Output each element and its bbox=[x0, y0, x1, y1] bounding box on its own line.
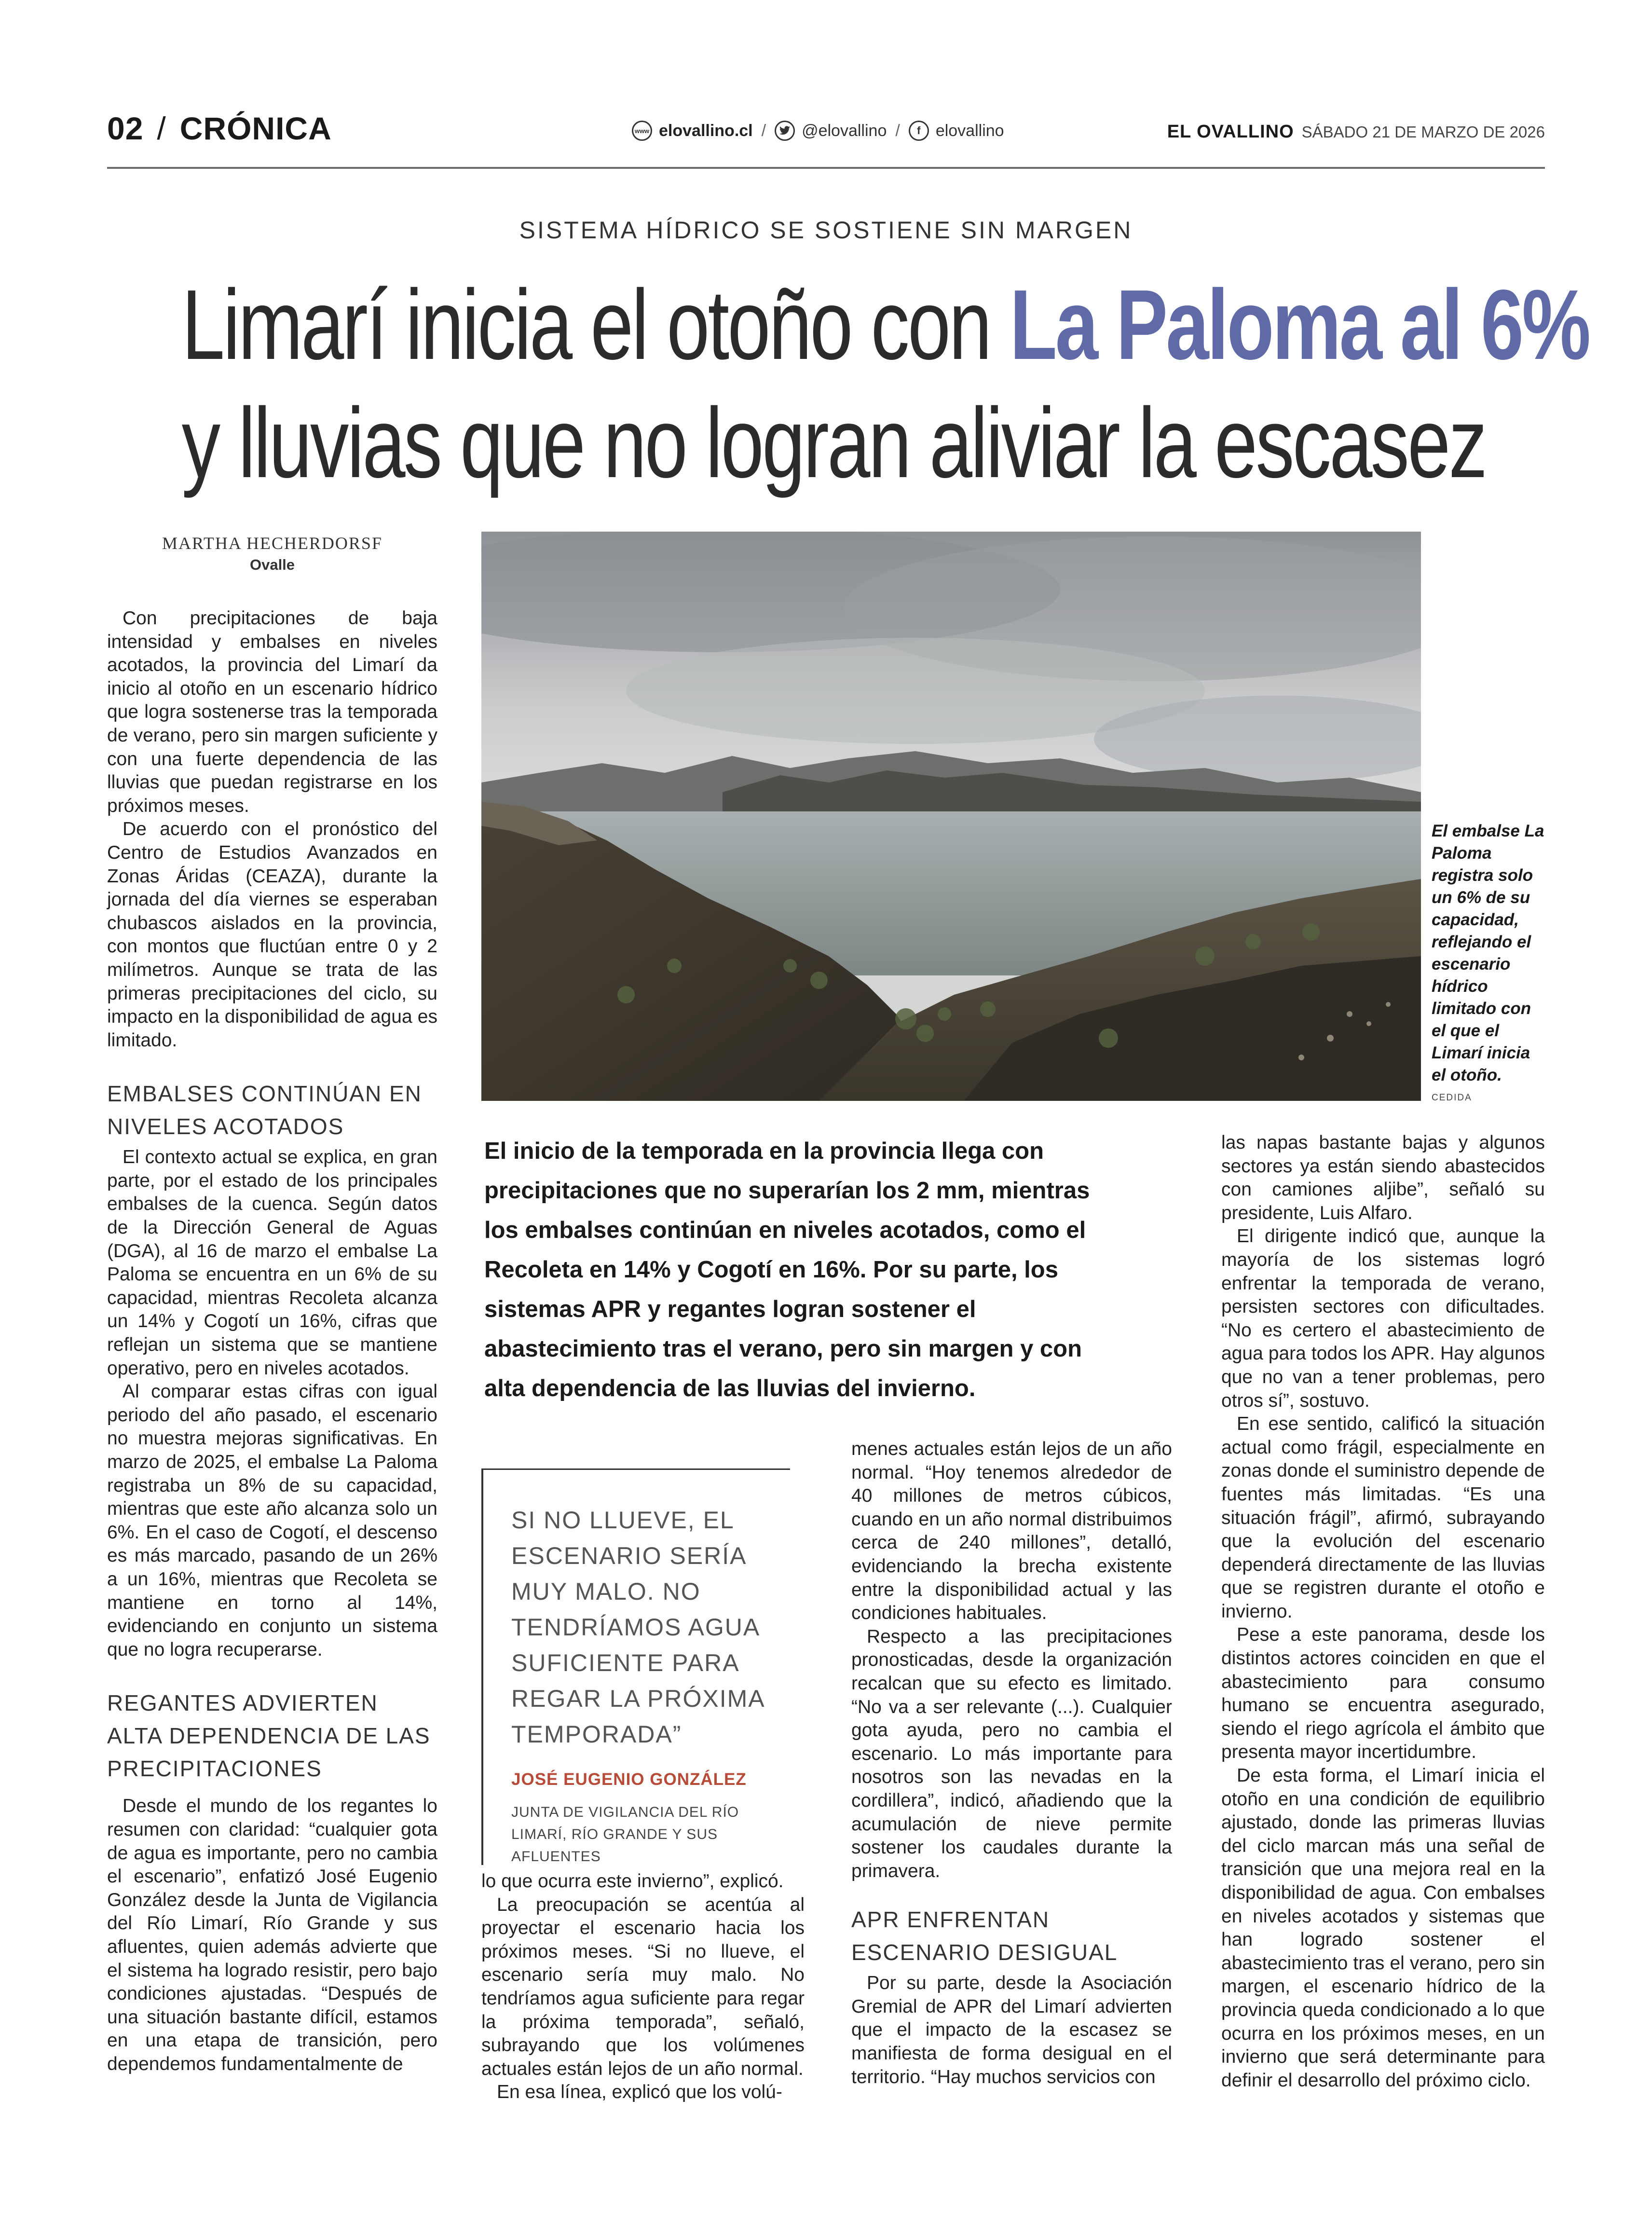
article-column-1 bbox=[107, 607, 437, 2076]
divider: / bbox=[895, 121, 900, 140]
paragraph: El contexto actual se explica, en gran parte, por el estado de los principales embalses de la cuenca. Según datos de la Dirección General de Aguas (DGA), al 16 de marzo el embalse La Paloma se encuentra en un 6% de su capacidad, mientras Recoleta alcanza un 14% y Cogotí un 16%, cifras que reflejan un sistema que se mantiene operativo, pero en niveles acotados. bbox=[107, 1147, 437, 1379]
masthead-info bbox=[1167, 122, 1545, 142]
twitter-handle[interactable]: @elovallino bbox=[802, 121, 887, 140]
facebook-handle[interactable]: elovallino bbox=[935, 121, 1004, 140]
section-label bbox=[107, 110, 332, 147]
quote-author: JOSÉ EUGENIO GONZÁLEZ bbox=[511, 1770, 747, 1789]
paragraph: Al comparar estas cifras con igual periodo del año pasado, el escenario no muestra mejoras significativas. En marzo de 2025, el embalse La Paloma registraba un 8% de su capacidad, mientras que este año alcanza solo un 6%. En el caso de Cogotí, el descenso es más marcado, pasando de un 26% a un 16%, mientras que Recoleta se mantiene en torno al 14%, evidenciando en conjunto un sistema que no logra recuperarse. bbox=[107, 1381, 437, 1660]
quote-text: SI NO LLUEVE, EL ESCENARIO SERÍA MUY MALO. NO TENDRÍAMOS AGUA SUFICIENTE PARA REGAR LA PRÓXIMA TEMPORADA” bbox=[511, 1507, 764, 1748]
article-column-4 bbox=[1221, 1131, 1545, 2092]
photo-caption: El embalse La Paloma registra solo un 6% de su capacidad, reflejando el escenario hídrico limitado con el que el Limarí inicia el otoño. bbox=[1432, 822, 1544, 1084]
subheading: EMBALSES CONTINÚAN EN NIVELES ACOTADOS bbox=[107, 1081, 422, 1139]
paragraph: En ese sentido, calificó la situación actual como frágil, especialmente en zonas donde el suministro depende de fuentes más limitadas. “Es una situación frágil”, afirmó, subrayando que la evolución del escenario dependerá directamente de las lluvias que se registren durante el otoño e invierno. bbox=[1221, 1413, 1545, 1622]
headline-accent: La Paloma al 6% bbox=[1010, 269, 1589, 380]
header-rule bbox=[107, 167, 1545, 169]
www-globe-icon: www bbox=[632, 121, 652, 141]
slash-divider: / bbox=[157, 110, 166, 146]
quote-border bbox=[481, 1468, 790, 1470]
brand-name: EL OVALLINO bbox=[1167, 122, 1294, 142]
headline-text: Limarí inicia el otoño con bbox=[181, 269, 1010, 380]
website-link[interactable]: elovallino.cl bbox=[659, 121, 753, 140]
paragraph: menes actuales están lejos de un año normal. “Hoy tenemos alrededor de 40 millones de metros cúbicos, cuando en un año normal distribuimos cerca de 240 millones”, detalló, evidenciando la brecha existente entre la disponibilidad actual y las condiciones habituales. bbox=[851, 1439, 1172, 1624]
paragraph: Por su parte, desde la Asociación Gremial de APR del Limarí advierten que el impacto de la escasez se manifiesta de forma desigual en el territorio. “Hay muchos servicios con bbox=[851, 1973, 1172, 2087]
paragraph: De esta forma, el Limarí inicia el otoño en una condición de equilibrio ajustado, donde las primeras lluvias del ciclo marcan más una señal de transición que una mejora real en la disponibilidad de agua. Con embalses en niveles acotados y sistemas que han logrado sostener el abastecimiento tras el verano, pero sin margen, el escenario hídrico de la provincia queda condicionado a lo que ocurra en los próximos meses, en un invierno que será determinante para definir el desarrollo del próximo ciclo. bbox=[1221, 1765, 1545, 2091]
paragraph: Pese a este panorama, desde los distintos actores coinciden en que el abastecimiento para consumo humano se encuentra asegurado, siendo el riego agrícola el ámbito que presenta mayor incertidumbre. bbox=[1221, 1624, 1545, 1763]
dateline-location: Ovalle bbox=[249, 556, 295, 573]
headline-line-2: y lluvias que no logran aliviar la escasez bbox=[181, 387, 1486, 498]
paragraph: La preocupación se acentúa al proyectar el escenario hacia los próximos meses. “Si no llueve, el escenario sería muy malo. No tendríamos agua suficiente para regar la próxima temporada”, señaló, subrayando que los volúmenes actuales están lejos de un año normal. bbox=[481, 1894, 805, 2079]
paragraph: De acuerdo con el pronóstico del Centro de Estudios Avanzados en Zonas Áridas (CEAZA), durante la jornada del día viernes se esperaban chubascos aislados en la provincia, con montos que fluctúan entre 0 y 2 milímetros. Aunque se trata de las primeras precipitaciones del ciclo, su impacto en la disponibilidad de agua es limitado. bbox=[107, 819, 437, 1051]
paragraph: En esa línea, explicó que los volú- bbox=[497, 2082, 782, 2103]
reservoir-photo bbox=[481, 532, 1421, 1101]
page-number: 02 bbox=[107, 110, 144, 146]
facebook-icon: f bbox=[909, 121, 929, 141]
photo-credit: CEDIDA bbox=[1432, 1093, 1472, 1103]
headline-line-1 bbox=[181, 269, 1589, 380]
section-name: CRÓNICA bbox=[179, 110, 332, 146]
quote-border bbox=[481, 1468, 483, 1865]
paragraph: Con precipitaciones de baja intensidad y embalses en niveles acotados, la provincia del Limarí da inicio al otoño en un escenario hídrico que logra sostenerse tras la temporada de verano, pero sin margen suficiente y con una fuerte dependencia de las lluvias que puedan registrarse en los próximos meses. bbox=[107, 608, 437, 816]
subheading: APR ENFRENTAN ESCENARIO DESIGUAL bbox=[851, 1907, 1118, 1965]
article-column-2 bbox=[481, 1870, 805, 2104]
article-column-3 bbox=[851, 1438, 1172, 2089]
paragraph: Respecto a las precipitaciones pronosticadas, desde la organización recalcan que su efecto es limitado. “No va a ser relevante (...). Cualquier gota ayuda, pero no cambia el escenario. Lo más importante para nosotros son las nevadas en la cordillera”, indicó, añadiendo que la acumulación de nieve permite sostener los caudales durante la primavera. bbox=[851, 1626, 1172, 1881]
paragraph: Desde el mundo de los regantes lo resumen con claridad: “cualquier gota de agua es importante, pero no cambia el escenario”, enfatizó José Eugenio González desde la Junta de Vigilancia del Río Limarí, Río Grande y sus afluentes, quien además advierte que el sistema ha logrado resistir, pero bajo condiciones ajustadas. “Después de una situación bastante difícil, estamos en una etapa de transición, pero dependemos fundamentalmente de bbox=[107, 1796, 437, 2074]
paragraph: El dirigente indicó que, aunque la mayoría de los sistemas logró enfrentar la temporada de verano, persisten sectores con dificultades. “No es certero el abastecimiento de agua para todos los APR. Hay algunos que no van a tener problemas, pero otros sí”, sostuvo. bbox=[1221, 1226, 1545, 1411]
social-links bbox=[632, 121, 1004, 141]
byline: MARTHA HECHERDORSF bbox=[162, 534, 382, 553]
twitter-icon bbox=[775, 121, 795, 141]
pull-quote bbox=[481, 1468, 800, 1865]
kicker: SISTEMA HÍDRICO SE SOSTIENE SIN MARGEN bbox=[519, 217, 1133, 244]
lede-summary: El inicio de la temporada en la provincia llega con precipitaciones que no superarían los 2 mm, mientras los embalses continúan en niveles acotados, como el Recoleta en 14% y Cogotí en 16%. Por su parte, los sistemas APR y regantes logran sostener el abastecimiento tras el verano, pero sin margen y con alta dependencia de las lluvias del invierno. bbox=[484, 1138, 1090, 1401]
paragraph: las napas bastante bajas y algunos sectores ya están siendo abastecidos con camiones aljibe”, señaló su presidente, Luis Alfaro. bbox=[1221, 1132, 1545, 1223]
paragraph: lo que ocurra este invierno”, explicó. bbox=[481, 1871, 784, 1892]
quote-author-role: JUNTA DE VIGILANCIA DEL RÍO LIMARÍ, RÍO GRANDE Y SUS AFLUENTES bbox=[511, 1804, 739, 1865]
subheading: REGANTES ADVIERTEN ALTA DEPENDENCIA DE LAS PRECIPITACIONES bbox=[107, 1690, 431, 1782]
divider: / bbox=[761, 121, 766, 140]
issue-date: SÁBADO 21 DE MARZO DE 2026 bbox=[1301, 123, 1545, 141]
